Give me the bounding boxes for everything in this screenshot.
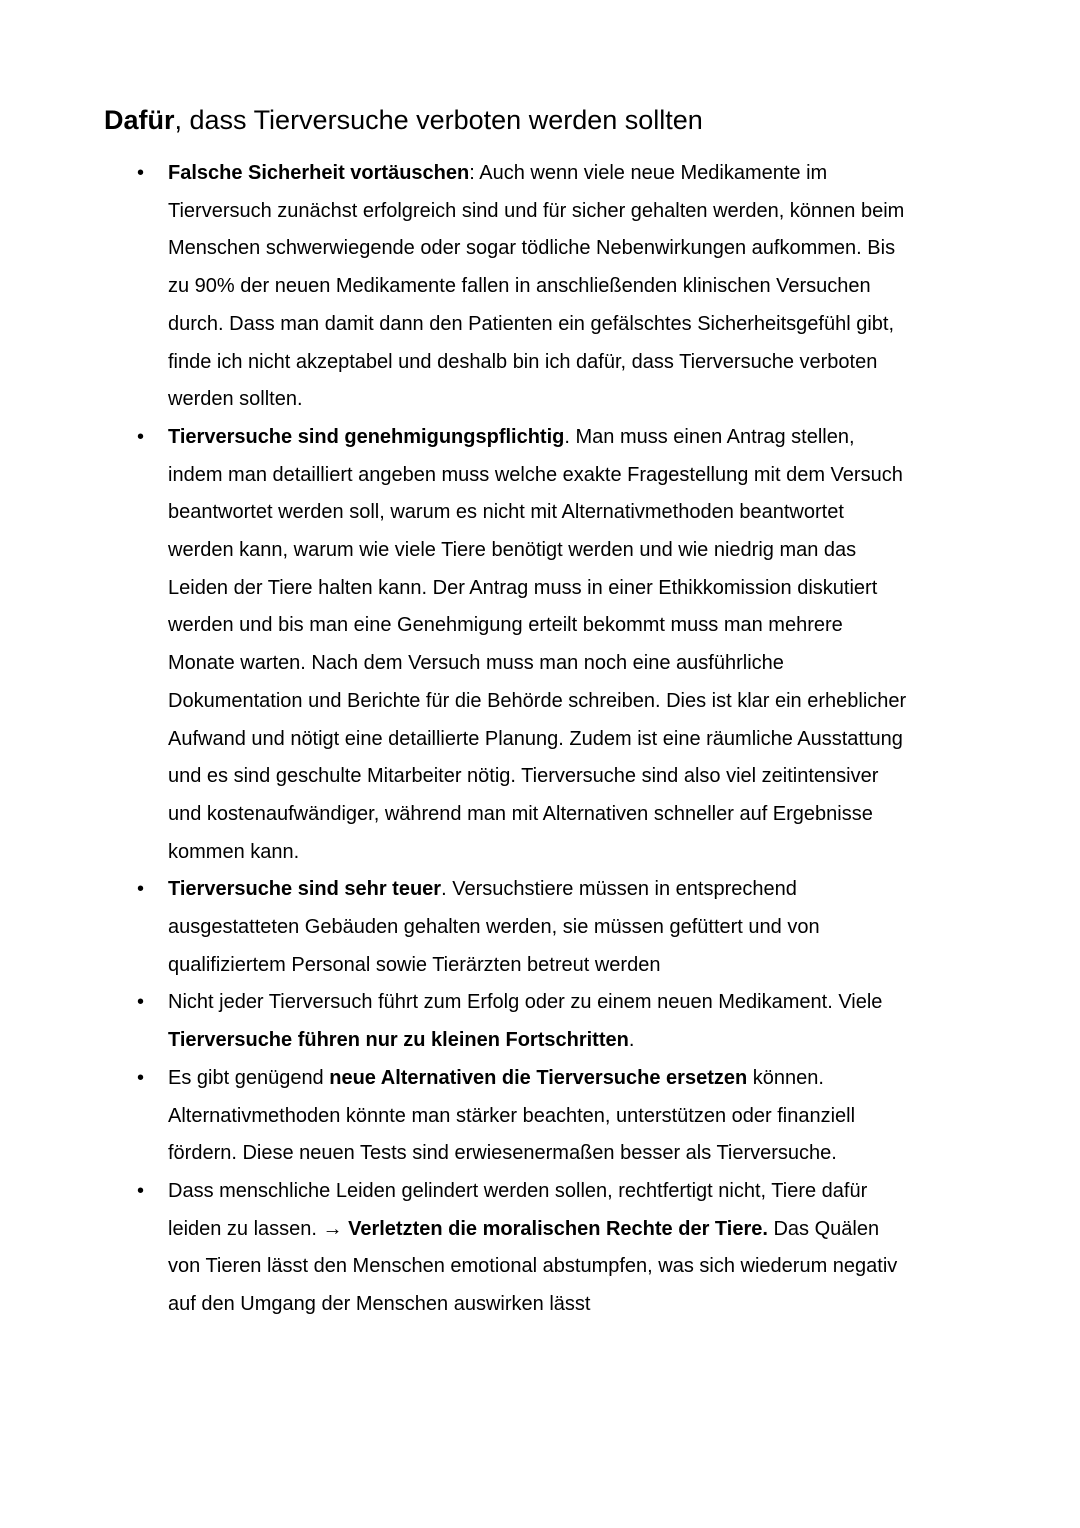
list-item <box>0 984 980 1059</box>
list-item <box>0 1060 980 1173</box>
bullet-icon: • <box>137 162 145 184</box>
list-item <box>0 1173 980 1324</box>
text-line <box>168 494 980 532</box>
heading-bold: Dafür <box>104 105 175 135</box>
line-text: indem man detailliert angeben muss welche exakte Fragestellung mit dem Versuch <box>168 463 903 486</box>
line-text: : Auch wenn viele neue Medikamente im <box>469 162 828 184</box>
line-text: Das Quälen <box>767 1217 880 1240</box>
line-text: qualifiziertem Personal sowie Tierärzten betreut werden <box>168 953 661 976</box>
bullet-icon: • <box>137 991 145 1014</box>
text-line <box>168 1211 980 1249</box>
text-line <box>168 570 980 608</box>
list-item <box>0 155 980 419</box>
text-line <box>168 230 980 268</box>
line-text: Aufwand und nötigt eine detaillierte Planung. Zudem ist eine räumliche Ausstattung <box>168 727 903 750</box>
line-text: werden sollten. <box>168 388 303 411</box>
text-line <box>168 1286 980 1324</box>
bold-phrase: Falsche Sicherheit vortäuschen <box>168 162 470 184</box>
line-text: finde ich nicht akzeptabel und deshalb bin ich dafür, dass Tierversuche verboten <box>168 350 878 373</box>
line-text: werden kann, warum wie viele Tiere benötigt werden und wie niedrig man das <box>168 539 857 562</box>
text-line <box>168 1248 980 1286</box>
line-text: Dass menschliche Leiden gelindert werden sollen, rechtfertigt nicht, Tiere dafür <box>168 1179 868 1202</box>
text-line <box>168 947 980 985</box>
bullet-icon: • <box>137 425 145 448</box>
text-line <box>168 1098 980 1136</box>
line-text: Nicht jeder Tierversuch führt zum Erfolg oder zu einem neuen Medikament. Viele <box>168 991 883 1014</box>
line-text: Leiden der Tiere halten kann. Der Antrag muss in einer Ethikkomission diskutiert <box>168 576 878 599</box>
line-text: beantwortet werden soll, warum es nicht mit Alternativmethoden beantwortet <box>168 501 844 524</box>
line-text: Monate warten. Nach dem Versuch muss man noch eine ausführliche <box>168 652 784 675</box>
bold-phrase: Verletzten die moralischen Rechte der Tiere. <box>348 1217 768 1240</box>
line-text: und kostenaufwändiger, während man mit Alternativen schneller auf Ergebnisse <box>168 802 873 825</box>
heading-rest: , dass Tierversuche verboten werden sollten <box>174 105 703 135</box>
text-line <box>168 268 980 306</box>
line-text: . Versuchstiere müssen in entsprechend <box>441 878 797 901</box>
text-line <box>168 155 980 193</box>
bold-phrase: Tierversuche sind sehr teuer <box>168 878 442 901</box>
list-item <box>0 871 980 984</box>
text-line <box>168 721 980 759</box>
text-line <box>168 457 980 495</box>
text-line <box>168 645 980 683</box>
text-line <box>168 306 980 344</box>
text-line <box>168 758 980 796</box>
bullet-icon: • <box>137 878 145 901</box>
line-text: Menschen schwerwiegende oder sogar tödliche Nebenwirkungen aufkommen. Bis <box>168 237 896 260</box>
line-text: auf den Umgang der Menschen auswirken lässt <box>168 1293 591 1316</box>
line-text: können. <box>747 1066 824 1089</box>
line-text: Tierversuch zunächst erfolgreich sind und für sicher gehalten werden, können beim <box>168 199 905 222</box>
text-line <box>168 909 980 947</box>
line-text: und es sind geschulte Mitarbeiter nötig. Tierversuche sind also viel zeitintensiver <box>168 765 879 788</box>
bullet-icon: • <box>137 1179 145 1202</box>
line-text: Alternativmethoden könnte man stärker beachten, unterstützen oder finanziell <box>168 1104 856 1127</box>
text-line <box>168 796 980 834</box>
line-text: Dokumentation und Berichte für die Behörde schreiben. Dies ist klar ein erheblicher <box>168 689 907 712</box>
line-text: durch. Dass man damit dann den Patienten ein gefälschtes Sicherheitsgefühl gibt, <box>168 312 894 335</box>
line-text: kommen kann. <box>168 840 300 863</box>
text-line <box>168 834 980 872</box>
text-line <box>168 1135 980 1173</box>
text-line <box>168 1022 980 1060</box>
document-heading <box>104 102 703 138</box>
line-text: . Man muss einen Antrag stellen, <box>564 425 855 448</box>
line-text: Es gibt genügend <box>168 1066 330 1089</box>
list-item <box>0 419 980 871</box>
bold-phrase: neue Alternativen die Tierversuche ersetzen <box>329 1066 748 1089</box>
line-text: werden und bis man eine Genehmigung erteilt bekommt muss man mehrere <box>168 614 843 637</box>
text-line <box>168 683 980 721</box>
line-text: fördern. Diese neuen Tests sind erwiesenermaßen besser als Tierversuche. <box>168 1142 837 1165</box>
text-line <box>168 532 980 570</box>
line-text: von Tieren lässt den Menschen emotional abstumpfen, was sich wiederum negativ <box>168 1255 898 1278</box>
text-line <box>168 419 980 457</box>
text-line <box>168 344 980 382</box>
text-line <box>168 607 980 645</box>
text-line <box>168 1060 980 1098</box>
text-line <box>168 381 980 419</box>
line-text: . <box>628 1029 635 1052</box>
bold-phrase: Tierversuche sind genehmigungspflichtig <box>168 425 565 448</box>
bold-phrase: Tierversuche führen nur zu kleinen Fortschritten <box>168 1029 629 1052</box>
line-text: leiden zu lassen. → <box>168 1217 349 1240</box>
text-line <box>168 193 980 231</box>
bullet-icon: • <box>137 1066 145 1089</box>
text-line <box>168 984 980 1022</box>
text-line <box>168 871 980 909</box>
line-text: zu 90% der neuen Medikamente fallen in anschließenden klinischen Versuchen <box>168 275 871 298</box>
line-text: ausgestatteten Gebäuden gehalten werden, sie müssen gefüttert und von <box>168 916 820 939</box>
argument-list <box>0 155 1080 1324</box>
text-line <box>168 1173 980 1211</box>
